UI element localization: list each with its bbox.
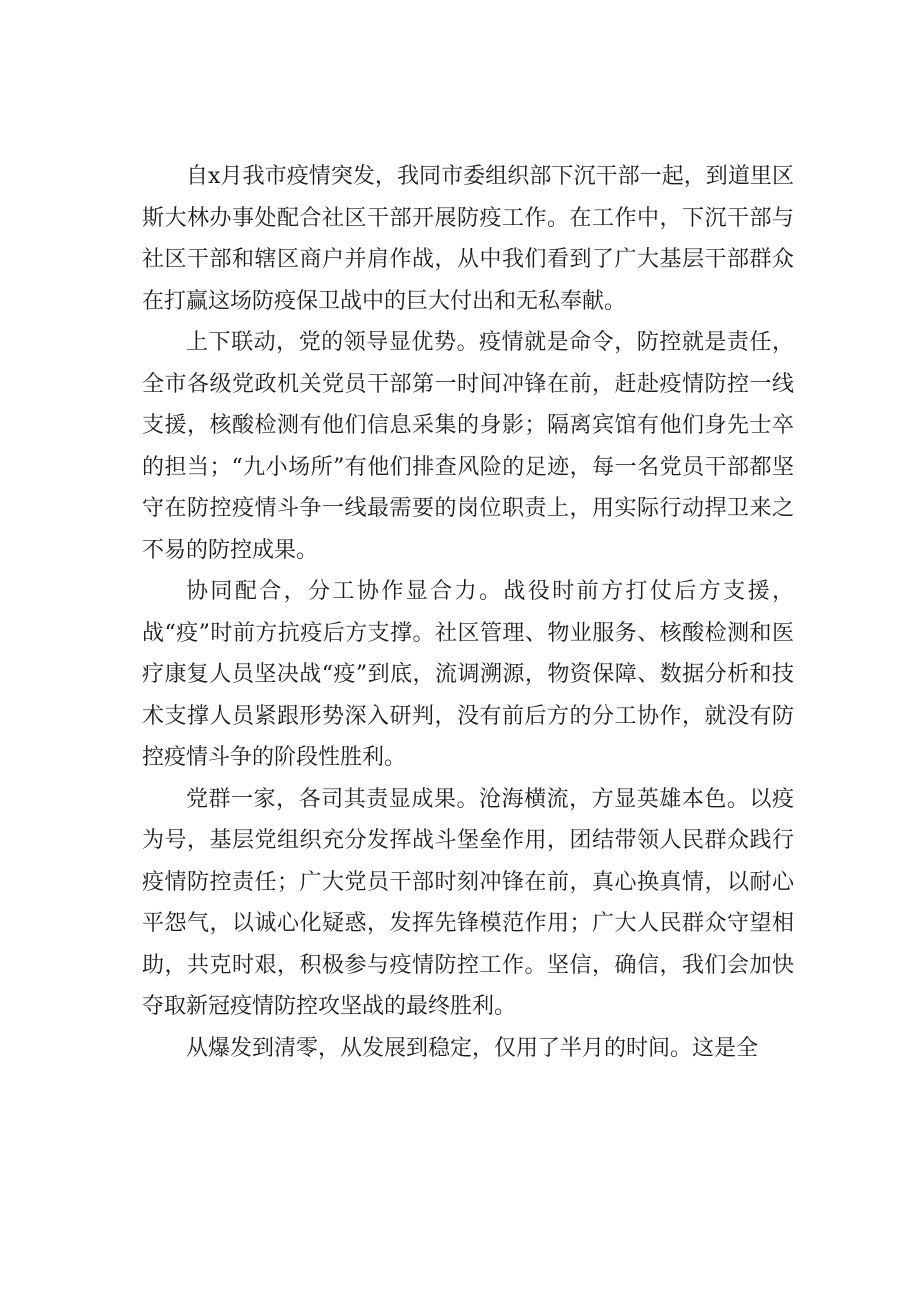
document-body — [142, 156, 794, 1069]
paragraph-2: 上下联动，党的领导显优势。疫情就是命令，防控就是责任，全市各级党政机关党员干部第一时间冲锋在前，赶赴疫情防控一线支援，核酸检测有他们信息采集的身影；隔离宾馆有他们身先士卒的担当；“九小场所”有他们排查风险的足迹，每一名党员干部都坚守在防控疫情斗争一线最需要的岗位职责上，用实际行动捍卫来之不易的防控成果。 — [142, 330, 794, 563]
paragraph-5: 从爆发到清零，从发展到稳定，仅用了半月的时间。这是全 — [186, 1035, 759, 1061]
paragraph-4: 党群一家，各司其责显成果。沧海横流，方显英雄本色。以疫为号，基层党组织充分发挥战斗堡垒作用，团结带领人民群众践行疫情防控责任；广大党员干部时刻冲锋在前，真心换真情，以耐心平怨气，以诚心化疑惑，发挥先锋模范作用；广大人民群众守望相助，共克时艰，积极参与疫情防控工作。坚信，确信，我们会加快夺取新冠疫情防控攻坚战的最终胜利。 — [142, 786, 794, 1019]
paragraph-3: 协同配合，分工协作显合力。战役时前方打仗后方支援，战“疫”时前方抗疫后方支撑。社区管理、物业服务、核酸检测和医疗康复人员坚决战“疫”到底，流调溯源，物资保障、数据分析和技术支撑人员紧跟形势深入研判，没有前后方的分工协作，就没有防控疫情斗争的阶段性胜利。 — [142, 579, 794, 770]
paragraph-1: 自x月我市疫情突发，我同市委组织部下沉干部一起，到道里区斯大林办事处配合社区干部开展防疫工作。在工作中，下沉干部与社区干部和辖区商户并肩作战，从中我们看到了广大基层干部群众在打赢这场防疫保卫战中的巨大付出和无私奉献。 — [142, 164, 794, 314]
